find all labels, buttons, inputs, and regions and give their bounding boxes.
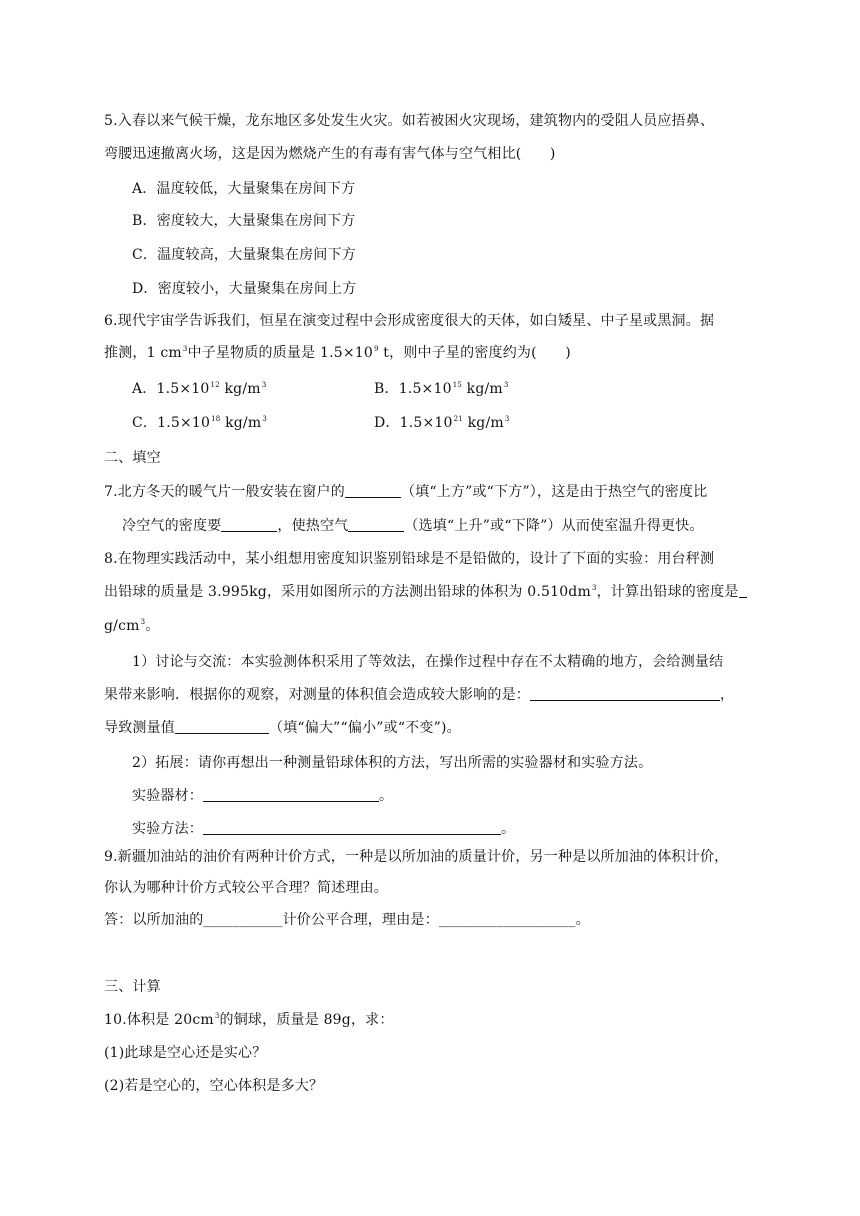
section-heading-calculation: 三、计算 — [104, 979, 161, 995]
q8-blank-method[interactable] — [203, 820, 501, 835]
q10-stem: 10.体积是 $20cm^3$的铜球，质量是 89g，求： — [104, 1012, 394, 1028]
q7-stem-line2: 冷空气的密度要 ，使热空气 （选填“上升”或“下降”）从而使室温升得更快。 — [122, 518, 704, 534]
q6-option-c: C．$1.5\times 10^{18}$ $kg/m^3$ — [132, 415, 267, 431]
q8-blank-equipment[interactable] — [203, 787, 379, 802]
q5-stem-line1: 5.入春以来气候干燥，龙东地区多处发生火灾。如若被困火灾现场，建筑物内的受阻人员应捂鼻、 — [104, 113, 715, 129]
q8-blank-cause[interactable] — [530, 686, 720, 701]
q9-blank-reason[interactable]: ___________________ — [438, 912, 576, 928]
q8-part1-line1: 1）讨论与交流：本实验测体积采用了等效法，在操作过程中存在不太精确的地方，会给测量结 — [132, 654, 724, 670]
q9-blank-basis[interactable]: ___________ — [203, 912, 283, 928]
q6-stem-line1: 6.现代宇宙学告诉我们，恒星在演变过程中会形成密度很大的天体，如白矮星、中子星或黑洞。据 — [104, 313, 715, 329]
q8-equipment-line: 实验器材： 。 — [132, 788, 394, 804]
q8-blank-effect[interactable] — [175, 719, 269, 734]
q6-option-b: B．$1.5\times 10^{15}$ $kg/m^3$ — [374, 381, 509, 397]
q7-stem-line1: 7.北方冬天的暖气片一般安装在窗户的 （填“上方”或“下方”），这是由于热空气的密度比 — [104, 484, 708, 500]
q5-option-d: D．密度较小，大量聚集在房间上方 — [132, 281, 357, 297]
q8-stem-line3: $g/cm^3$。 — [104, 618, 160, 634]
q6-option-d: D．$1.5\times 10^{21}$ $kg/m^3$ — [374, 415, 510, 431]
q8-blank-density[interactable] — [739, 583, 747, 598]
q6-option-a: A．$1.5\times 10^{12}$ $kg/m^3$ — [132, 381, 267, 397]
q9-stem-line1: 9.新疆加油站的油价有两种计价方式，一种是以所加油的质量计价，另一种是以所加油的体积计价， — [104, 849, 729, 865]
q8-method-line: 实验方法： 。 — [132, 821, 516, 837]
q6-stem-line2: 推测，1 $cm^3$中子星物质的质量是 $1.5\times 10^9$ t，则中子星的密度约为( ) — [104, 345, 571, 361]
q7-blank-position[interactable] — [345, 483, 401, 498]
q5-stem-line2: 弯腰迅速撤离火场，这是因为燃烧产生的有毒有害气体与空气相比( ) — [104, 146, 556, 162]
q7-blank-direction[interactable] — [348, 517, 404, 532]
section-heading-fill-in: 二、填空 — [104, 450, 161, 466]
q5-option-a: A．温度较低，大量聚集在房间下方 — [132, 181, 356, 197]
q8-part2-line1: 2）拓展：请你再想出一种测量铅球体积的方法，写出所需的实验器材和实验方法。 — [132, 755, 653, 771]
q8-stem-line2: 出铅球的质量是 3.995kg，采用如图所示的方法测出铅球的体积为 $0.510dm^3$，计算出铅球的密度是 — [104, 583, 747, 601]
q7-blank-density[interactable] — [221, 517, 277, 532]
q10-subquestion-1: (1)此球是空心还是实心？ — [104, 1045, 267, 1061]
q8-stem-line1: 8.在物理实践活动中，某小组想用密度知识鉴别铅球是不是铅做的，设计了下面的实验：用台秤测 — [104, 551, 715, 567]
q9-stem-line2: 你认为哪种计价方式较公平合理？简述理由。 — [104, 880, 388, 896]
q9-answer-line: 答：以所加油的___________计价公平合理，理由是：___________________。 — [104, 912, 590, 928]
q10-subquestion-2: (2)若是空心的，空心体积是多大？ — [104, 1078, 324, 1094]
q5-option-b: B．密度较大，大量聚集在房间下方 — [132, 213, 356, 229]
q5-option-c: C．温度较高，大量聚集在房间下方 — [132, 247, 356, 263]
q8-part1-line3: 导致测量值 （填“偏大”“偏小”或“不变”)。 — [104, 720, 461, 736]
q8-part1-line2: 果带来影响．根据你的观察，对测量的体积值会造成较大影响的是： ， — [104, 687, 735, 703]
